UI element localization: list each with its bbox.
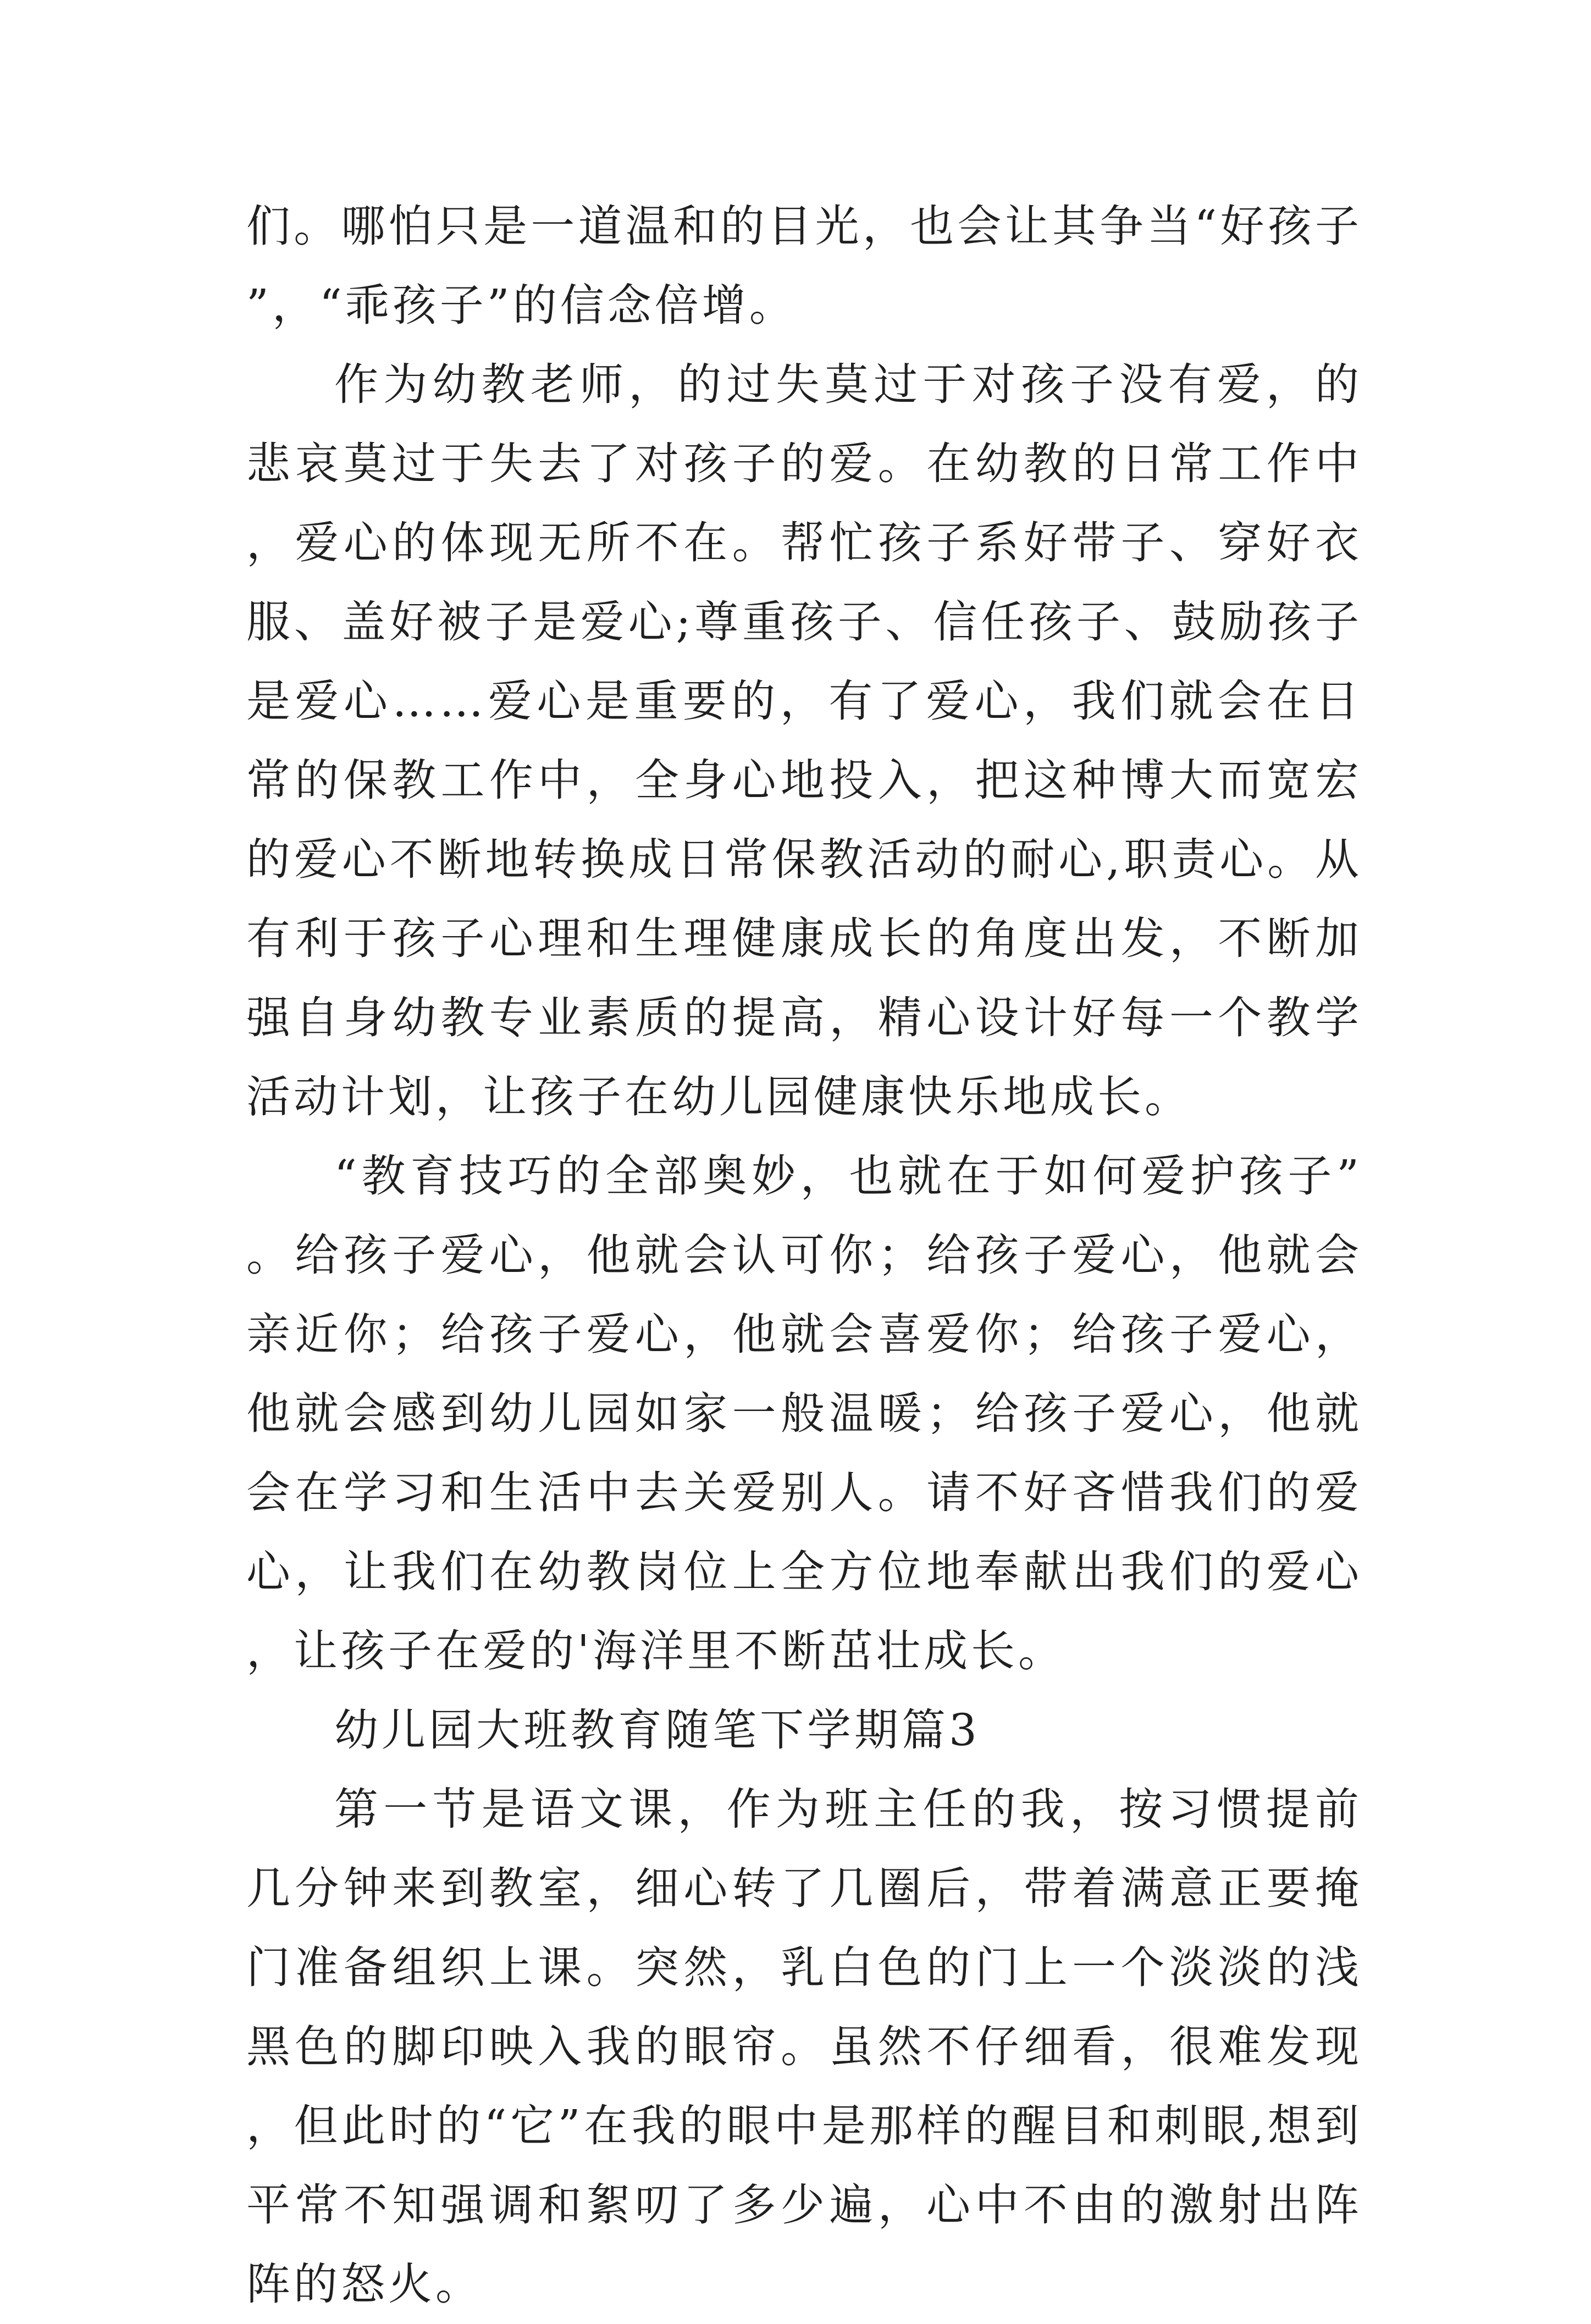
document-body (246, 187, 1362, 2324)
section-heading: 幼儿园大班教育随笔下学期篇3 (334, 1705, 980, 1756)
paragraph-education-quote: “教育技巧的全部奥妙，也就在于如何爱护孩子”。给孩子爱心，他就会认可你；给孩子爱心，他就会亲近你；给孩子爱心，他就会喜爱你；给孩子爱心，他就会感到幼儿园如家一般温暖；给孩子爱心，他就会在学习和生活中去关爱别人。请不好吝惜我们的爱心，让我们在幼教岗位上全方位地奉献出我们的爱心，让孩子在爱的'海洋里不断茁壮成长。 (246, 1150, 1362, 1676)
paragraph-teacher-love: 作为幼教老师，的过失莫过于对孩子没有爱，的悲哀莫过于失去了对孩子的爱。在幼教的日常工作中，爱心的体现无所不在。帮忙孩子系好带子、穿好衣服、盖好被子是爱心;尊重孩子、信任孩子、鼓励孩子是爱心……爱心是重要的，有了爱心，我们就会在日常的保教工作中，全身心地投入，把这种博大而宽宏的爱心不断地转换成日常保教活动的耐心,职责心。从有利于孩子心理和生理健康成长的角度出发，不断加强自身幼教专业素质的提高，精心设计好每一个教学活动计划，让孩子在幼儿园健康快乐地成长。 (246, 359, 1362, 1122)
paragraph-classroom-story: 第一节是语文课，作为班主任的我，按习惯提前几分钟来到教室，细心转了几圈后，带着满意正要掩门准备组织上课。突然，乳白色的门上一个淡淡的浅黑色的脚印映入我的眼帘。虽然不仔细看，很难发现，但此时的“它”在我的眼中是那样的醒目和刺眼,想到平常不知强调和絮叨了多少遍，心中不由的激射出阵阵的怒火。 (246, 1784, 1362, 2310)
paragraph-continuation: 们。哪怕只是一道温和的目光，也会让其争当“好孩子”，“乖孩子”的信念倍增。 (246, 201, 1362, 331)
